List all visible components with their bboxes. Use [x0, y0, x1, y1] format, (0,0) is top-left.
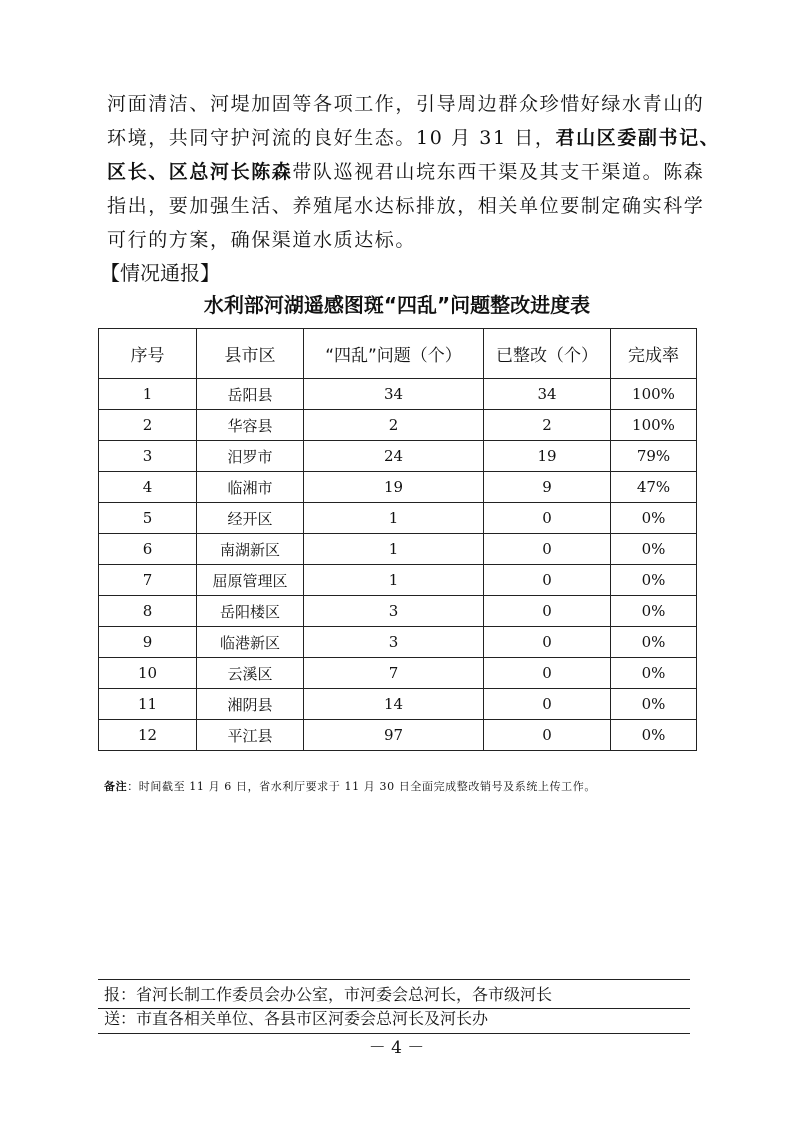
cell-completion-rate: 0% [611, 658, 697, 689]
cell-completion-rate: 0% [611, 720, 697, 751]
paragraph-bold-text: 区长、区总河长陈森 [107, 161, 293, 183]
cell-completion-rate: 0% [611, 596, 697, 627]
cell-index: 12 [99, 720, 197, 751]
cell-rectified: 0 [484, 627, 611, 658]
cell-problems: 34 [304, 379, 484, 410]
cell-problems: 19 [304, 472, 484, 503]
cell-district: 平江县 [197, 720, 304, 751]
cell-index: 1 [99, 379, 197, 410]
table-row [99, 534, 697, 565]
paragraph-text: 环境，共同守护河流的良好生态。10 月 31 日， [107, 127, 556, 149]
paragraph-line: 可行的方案，确保渠道水质达标。 [107, 229, 417, 251]
header-rectified: 已整改（个） [484, 329, 611, 379]
cell-completion-rate: 0% [611, 534, 697, 565]
cell-district: 湘阴县 [197, 689, 304, 720]
header-index: 序号 [99, 329, 197, 379]
cell-problems: 7 [304, 658, 484, 689]
cell-rectified: 2 [484, 410, 611, 441]
cell-completion-rate: 0% [611, 627, 697, 658]
cell-index: 2 [99, 410, 197, 441]
note-label: 备注 [104, 780, 128, 793]
paragraph-bold-text: 君山区委副书记、 [555, 127, 721, 149]
cell-problems: 1 [304, 503, 484, 534]
table-row [99, 565, 697, 596]
rectification-progress-table [98, 328, 697, 751]
cell-district: 临港新区 [197, 627, 304, 658]
header-completion-rate: 完成率 [611, 329, 697, 379]
cell-district: 临湘市 [197, 472, 304, 503]
cell-problems: 14 [304, 689, 484, 720]
send-to-line: 送：市直各相关单位、各县市区河委会总河长及河长办 [104, 1009, 489, 1028]
paragraph-line [107, 155, 705, 189]
cell-index: 3 [99, 441, 197, 472]
cell-completion-rate: 100% [611, 379, 697, 410]
cell-problems: 3 [304, 627, 484, 658]
cell-index: 11 [99, 689, 197, 720]
cell-rectified: 0 [484, 689, 611, 720]
cell-completion-rate: 79% [611, 441, 697, 472]
cell-index: 4 [99, 472, 197, 503]
cell-index: 6 [99, 534, 197, 565]
cell-index: 10 [99, 658, 197, 689]
cell-district: 华容县 [197, 410, 304, 441]
table-header-row [99, 329, 697, 379]
cell-index: 9 [99, 627, 197, 658]
header-district: 县市区 [197, 329, 304, 379]
cell-rectified: 9 [484, 472, 611, 503]
cell-problems: 1 [304, 534, 484, 565]
cell-district: 南湖新区 [197, 534, 304, 565]
table-row [99, 658, 697, 689]
cell-index: 5 [99, 503, 197, 534]
cell-problems: 2 [304, 410, 484, 441]
cell-district: 经开区 [197, 503, 304, 534]
cell-district: 岳阳楼区 [197, 596, 304, 627]
cell-rectified: 34 [484, 379, 611, 410]
note-text: ：时间截至 11 月 6 日，省水利厅要求于 11 月 30 日全面完成整改销号及系统上传工作。 [127, 780, 596, 793]
table-row [99, 472, 697, 503]
report-to-line: 报：省河长制工作委员会办公室，市河委会总河长，各市级河长 [104, 985, 553, 1004]
cell-completion-rate: 47% [611, 472, 697, 503]
cell-district: 汨罗市 [197, 441, 304, 472]
paragraph-line: 河面清洁、河堤加固等各项工作，引导周边群众珍惜好绿水青山的 [107, 93, 705, 115]
table-row [99, 379, 697, 410]
cell-rectified: 0 [484, 658, 611, 689]
page-number: － 4 － [368, 1038, 425, 1058]
divider-top [98, 979, 690, 980]
table-title: 水利部河湖遥感图斑“四乱”问题整改进度表 [203, 293, 591, 317]
table-row [99, 720, 697, 751]
cell-rectified: 0 [484, 534, 611, 565]
cell-district: 屈原管理区 [197, 565, 304, 596]
cell-problems: 3 [304, 596, 484, 627]
header-problems: “四乱”问题（个） [304, 329, 484, 379]
table-row [99, 503, 697, 534]
table-note [104, 779, 596, 795]
cell-rectified: 0 [484, 596, 611, 627]
table-row [99, 627, 697, 658]
cell-completion-rate: 0% [611, 565, 697, 596]
cell-rectified: 0 [484, 503, 611, 534]
cell-problems: 24 [304, 441, 484, 472]
cell-completion-rate: 0% [611, 503, 697, 534]
cell-problems: 97 [304, 720, 484, 751]
cell-index: 8 [99, 596, 197, 627]
table-row [99, 689, 697, 720]
section-heading: 【情况通报】 [100, 261, 220, 285]
cell-problems: 1 [304, 565, 484, 596]
table-row [99, 596, 697, 627]
paragraph-text: 带队巡视君山垸东西干渠及其支干渠道。陈森 [292, 161, 705, 183]
table-row [99, 441, 697, 472]
cell-rectified: 19 [484, 441, 611, 472]
cell-rectified: 0 [484, 720, 611, 751]
table-row [99, 410, 697, 441]
cell-district: 岳阳县 [197, 379, 304, 410]
cell-completion-rate: 0% [611, 689, 697, 720]
paragraph-line: 指出，要加强生活、养殖尾水达标排放，相关单位要制定确实科学 [107, 195, 705, 217]
body-paragraph [107, 87, 721, 257]
cell-rectified: 0 [484, 565, 611, 596]
cell-completion-rate: 100% [611, 410, 697, 441]
cell-index: 7 [99, 565, 197, 596]
cell-district: 云溪区 [197, 658, 304, 689]
paragraph-line [107, 121, 721, 155]
